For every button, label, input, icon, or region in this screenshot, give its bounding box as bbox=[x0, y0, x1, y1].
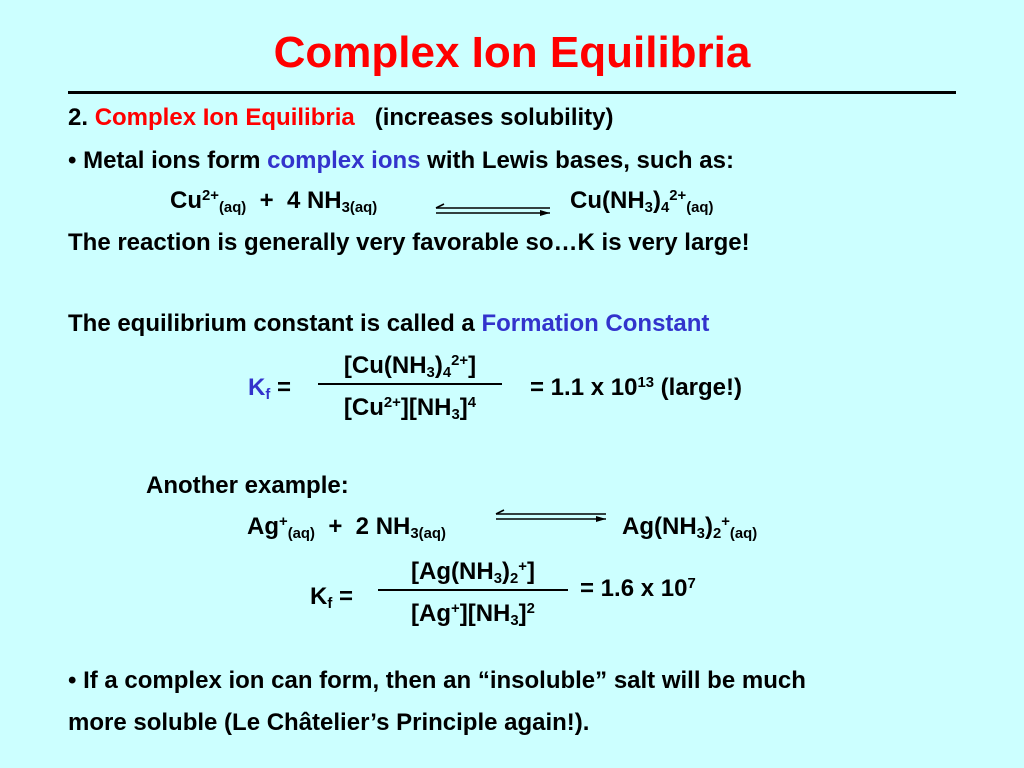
product2-charge: + bbox=[721, 513, 730, 530]
reactant-nh3-sub: 3(aq) bbox=[341, 200, 378, 217]
kf2-num-sub: 3 bbox=[493, 571, 502, 588]
section-heading-note: (increases solubility) bbox=[374, 104, 614, 131]
equilibrium-arrow-icon bbox=[432, 203, 556, 219]
kf2-num-c: ] bbox=[526, 558, 535, 585]
kf2-den-b: ][NH bbox=[459, 600, 511, 627]
kf1-num-a: [Cu(NH bbox=[343, 352, 427, 379]
bullet-2-line-2: more soluble (Le Châtelier’s Principle again!). bbox=[68, 709, 590, 736]
bullet-marker: • bbox=[68, 147, 77, 174]
kf2-value-a: = 1.6 x 10 bbox=[580, 575, 688, 602]
kf2-den-exp: 2 bbox=[526, 600, 535, 617]
reactant-nh3: 4 NH bbox=[286, 187, 342, 214]
product2-sub-2: 2 bbox=[712, 526, 722, 543]
reactant-nh3-2: 2 NH bbox=[355, 513, 411, 540]
kf2-num-sub2: 2 bbox=[509, 571, 519, 588]
kf2-value bbox=[580, 575, 696, 603]
kf2-value-exp: 7 bbox=[687, 575, 696, 592]
slide-title: Complex Ion Equilibria bbox=[273, 28, 751, 77]
reaction-1-reactants bbox=[170, 187, 377, 215]
bullet-text-before: Metal ions form bbox=[83, 147, 261, 174]
reaction-1-product bbox=[570, 187, 713, 215]
kf1-k-sub: f bbox=[265, 387, 271, 404]
section-number: 2. bbox=[68, 104, 89, 131]
product-ag-complex: Ag(NH bbox=[622, 513, 697, 540]
kf2-k-sub: f bbox=[327, 596, 333, 613]
bullet-text-after: with Lewis bases, such as: bbox=[427, 147, 734, 174]
kf2-num-a: [Ag(NH bbox=[411, 558, 494, 585]
formation-constant-term: Formation Constant bbox=[481, 310, 710, 337]
another-example-label: Another example: bbox=[146, 472, 349, 499]
reaction-2-product bbox=[622, 513, 757, 541]
kf2-label bbox=[310, 583, 353, 611]
kf2-fraction-bar bbox=[378, 589, 568, 591]
product-complex: Cu(NH bbox=[570, 187, 645, 214]
equilibrium-arrow-2-icon bbox=[492, 509, 612, 525]
plus-sign: + bbox=[259, 187, 274, 214]
kf2-den-c: ] bbox=[518, 600, 527, 627]
kf2-num-b: ) bbox=[501, 558, 510, 585]
kf1-k: K bbox=[248, 374, 266, 401]
product2-paren: ) bbox=[704, 513, 713, 540]
product2-sub-3: 3 bbox=[696, 526, 705, 543]
product-charge: 2+ bbox=[669, 187, 687, 204]
constant-text: The equilibrium constant is called a bbox=[68, 310, 475, 337]
kf1-value-exp: 13 bbox=[637, 374, 654, 391]
bullet-2-line-1: If a complex ion can form, then an “insoluble” salt will be much bbox=[83, 667, 806, 694]
product-state: (aq) bbox=[686, 200, 714, 217]
bullet-text-complex-ions: complex ions bbox=[267, 147, 421, 174]
kf1-fraction-bar bbox=[318, 383, 502, 385]
kf1-den-a: [Cu bbox=[343, 394, 384, 421]
section-heading-red: Complex Ion Equilibria bbox=[94, 104, 355, 131]
bullet-insoluble-salt bbox=[68, 667, 806, 695]
kf1-den-charge: 2+ bbox=[383, 394, 401, 411]
reactant-ag-charge: + bbox=[279, 513, 288, 530]
kf2-numerator bbox=[378, 558, 568, 586]
kf1-value bbox=[530, 374, 742, 402]
kf1-denominator bbox=[318, 394, 502, 422]
kf1-den-exp: 4 bbox=[467, 394, 477, 411]
kf2-den-sub: 3 bbox=[510, 613, 519, 630]
kf2-equals: = bbox=[338, 583, 353, 610]
product-paren: ) bbox=[652, 187, 661, 214]
kf1-value-note: (large!) bbox=[660, 374, 742, 401]
kf1-num-charge: 2+ bbox=[451, 352, 469, 369]
kf1-den-sub: 3 bbox=[451, 407, 460, 424]
kf2-denominator bbox=[378, 600, 568, 628]
kf1-value-a: = 1.1 x 10 bbox=[530, 374, 638, 401]
plus-sign-2: + bbox=[328, 513, 343, 540]
kf1-equals: = bbox=[276, 374, 291, 401]
kf1-label bbox=[248, 374, 291, 402]
kf2-num-charge: + bbox=[518, 558, 527, 575]
formation-constant-statement bbox=[68, 310, 709, 338]
product2-state: (aq) bbox=[729, 526, 758, 543]
kf1-den-b: ][NH bbox=[400, 394, 452, 421]
kf1-den-c: ] bbox=[459, 394, 468, 421]
kf1-num-sub: 3 bbox=[426, 365, 435, 382]
reactant-ag-state: (aq) bbox=[287, 526, 315, 543]
product-sub-3: 3 bbox=[644, 200, 653, 217]
bullet-metal-ions bbox=[68, 147, 734, 175]
title-divider bbox=[68, 91, 956, 94]
reactant-ag: Ag bbox=[247, 513, 279, 540]
reaction-2-reactants bbox=[247, 513, 446, 541]
kf2-den-charge: + bbox=[451, 600, 460, 617]
product-sub-4: 4 bbox=[660, 200, 670, 217]
reactant-cu: Cu bbox=[170, 187, 202, 214]
kf1-num-c: ] bbox=[468, 352, 477, 379]
reactant-nh3-2-sub: 3(aq) bbox=[410, 526, 446, 543]
section-heading bbox=[68, 104, 613, 132]
kf1-num-sub2: 4 bbox=[442, 365, 452, 382]
kf2-den-a: [Ag bbox=[411, 600, 452, 627]
kf2-k: K bbox=[310, 583, 328, 610]
reactant-cu-state: (aq) bbox=[218, 200, 247, 217]
reactant-cu-charge: 2+ bbox=[202, 187, 219, 204]
kf1-num-b: ) bbox=[434, 352, 443, 379]
kf1-numerator bbox=[318, 352, 502, 380]
bullet-marker-2: • bbox=[68, 667, 77, 694]
favorable-statement: The reaction is generally very favorable so…K is very large! bbox=[68, 229, 750, 256]
